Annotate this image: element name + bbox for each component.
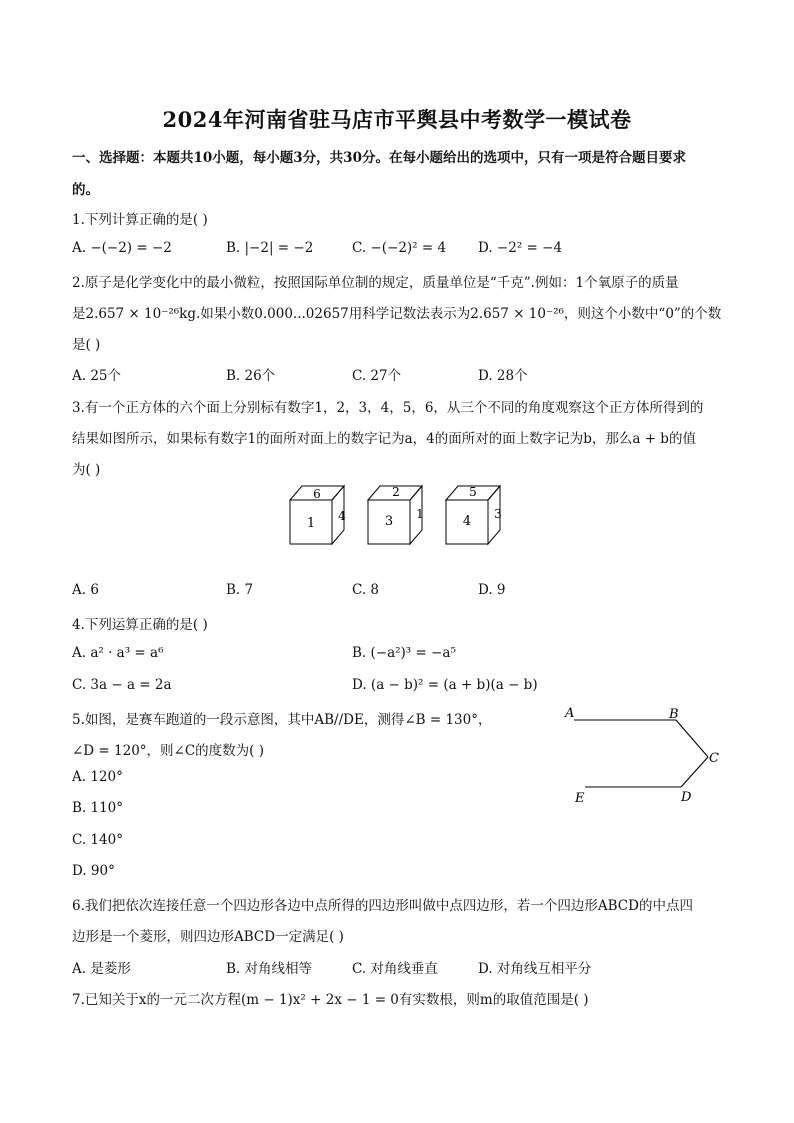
question-7-stem: 7.已知关于x的一元二次方程(m − 1)x² + 2x − 1 = 0有实数根，则m的取值范围是( ) bbox=[72, 992, 589, 1008]
segment-bc bbox=[676, 720, 708, 757]
q5-option-b: B. 110° bbox=[72, 800, 124, 816]
q4-option-a: A. a² · a³ = a⁶ bbox=[72, 645, 164, 661]
q3-option-a: A. 6 bbox=[72, 582, 99, 598]
question-2-line2: 是2.657 × 10⁻²⁶kg.如果小数0.000...02657用科学记数法表示为2.657 × 10⁻²⁶，则这个小数中“0”的个数 bbox=[72, 306, 722, 322]
q3-option-b: B. 7 bbox=[226, 582, 254, 598]
q1-option-d: D. −2² = −4 bbox=[478, 240, 563, 256]
q6-option-b: B. 对角线相等 bbox=[226, 961, 313, 977]
q6-option-d: D. 对角线互相平分 bbox=[478, 961, 592, 977]
question-5-line2: ∠D = 120°，则∠C的度数为( ) bbox=[72, 743, 265, 759]
q4-option-b: B. (−a²)³ = −a⁵ bbox=[352, 645, 456, 661]
label-e: E bbox=[575, 791, 585, 806]
section-instructions: 一、选择题：本题共10小题，每小题3分，共30分。在每小题给出的选项中，只有一项是符合题目要求 bbox=[72, 150, 686, 166]
q2-option-d: D. 28个 bbox=[478, 368, 528, 384]
q4-option-c: C. 3a − a = 2a bbox=[72, 677, 172, 693]
segment-cd bbox=[681, 757, 708, 787]
q2-option-c: C. 27个 bbox=[352, 368, 402, 384]
cube-3-front: 4 bbox=[462, 514, 472, 529]
question-3-line2: 结果如图所示，如果标有数字1的面所对面上的数字记为a，4的面所对的面上数字记为b，那么a + b的值 bbox=[72, 431, 696, 447]
q1-option-a: A. −(−2) = −2 bbox=[72, 240, 172, 256]
q3-option-d: D. 9 bbox=[478, 582, 506, 598]
question-6-line1: 6.我们把依次连接任意一个四边形各边中点所得的四边形叫做中点四边形，若一个四边形ABCD的中点四 bbox=[72, 898, 693, 914]
section-instructions-cont: 的。 bbox=[72, 182, 99, 198]
cube-3-side: 3 bbox=[494, 507, 502, 521]
cube-1-front: 1 bbox=[306, 516, 316, 531]
q1-option-c: C. −(−2)² = 4 bbox=[352, 240, 447, 256]
label-c: C bbox=[709, 751, 719, 766]
q5-option-d: D. 90° bbox=[72, 863, 115, 879]
q2-option-a: A. 25个 bbox=[72, 368, 122, 384]
question-4-stem: 4.下列运算正确的是( ) bbox=[72, 617, 208, 633]
q6-option-c: C. 对角线垂直 bbox=[352, 961, 438, 977]
cube-2-front: 3 bbox=[384, 514, 394, 529]
label-d: D bbox=[681, 790, 692, 805]
question-1-stem: 1.下列计算正确的是( ) bbox=[72, 212, 208, 228]
question-3-line1: 3.有一个正方体的六个面上分别标有数字1，2，3，4，5，6，从三个不同的角度观察这个正方体所得到的 bbox=[72, 400, 704, 416]
cube-2-side: 1 bbox=[416, 507, 424, 521]
q2-option-b: B. 26个 bbox=[226, 368, 276, 384]
track-figure bbox=[558, 700, 738, 810]
page-title: 2024年河南省驻马店市平舆县中考数学一模试卷 bbox=[162, 107, 632, 132]
question-2-line1: 2.原子是化学变化中的最小微粒，按照国际单位制的规定，质量单位是“千克”.例如：1个氧原子的质量 bbox=[72, 275, 679, 291]
cube-3-top: 5 bbox=[469, 485, 477, 499]
q5-option-c: C. 140° bbox=[72, 832, 123, 848]
cube-2-top: 2 bbox=[392, 485, 400, 499]
q3-option-c: C. 8 bbox=[352, 582, 380, 598]
question-6-line2: 边形是一个菱形，则四边形ABCD一定满足( ) bbox=[72, 929, 344, 945]
q4-option-d: D. (a − b)² = (a + b)(a − b) bbox=[352, 677, 538, 693]
label-b: B bbox=[669, 707, 679, 722]
question-2-line3: 是( ) bbox=[72, 337, 101, 353]
cube-1-top: 6 bbox=[313, 487, 321, 501]
question-3-line3: 为( ) bbox=[72, 462, 101, 478]
q5-option-a: A. 120° bbox=[72, 769, 123, 785]
label-a: A bbox=[565, 706, 575, 721]
cube-1-side: 4 bbox=[338, 509, 346, 523]
q1-option-b: B. |−2| = −2 bbox=[226, 240, 314, 256]
question-5-line1: 5.如图，是赛车跑道的一段示意图，其中AB//DE，测得∠B = 130°， bbox=[72, 712, 492, 728]
cubes-figure bbox=[280, 482, 520, 552]
q6-option-a: A. 是菱形 bbox=[72, 961, 131, 977]
